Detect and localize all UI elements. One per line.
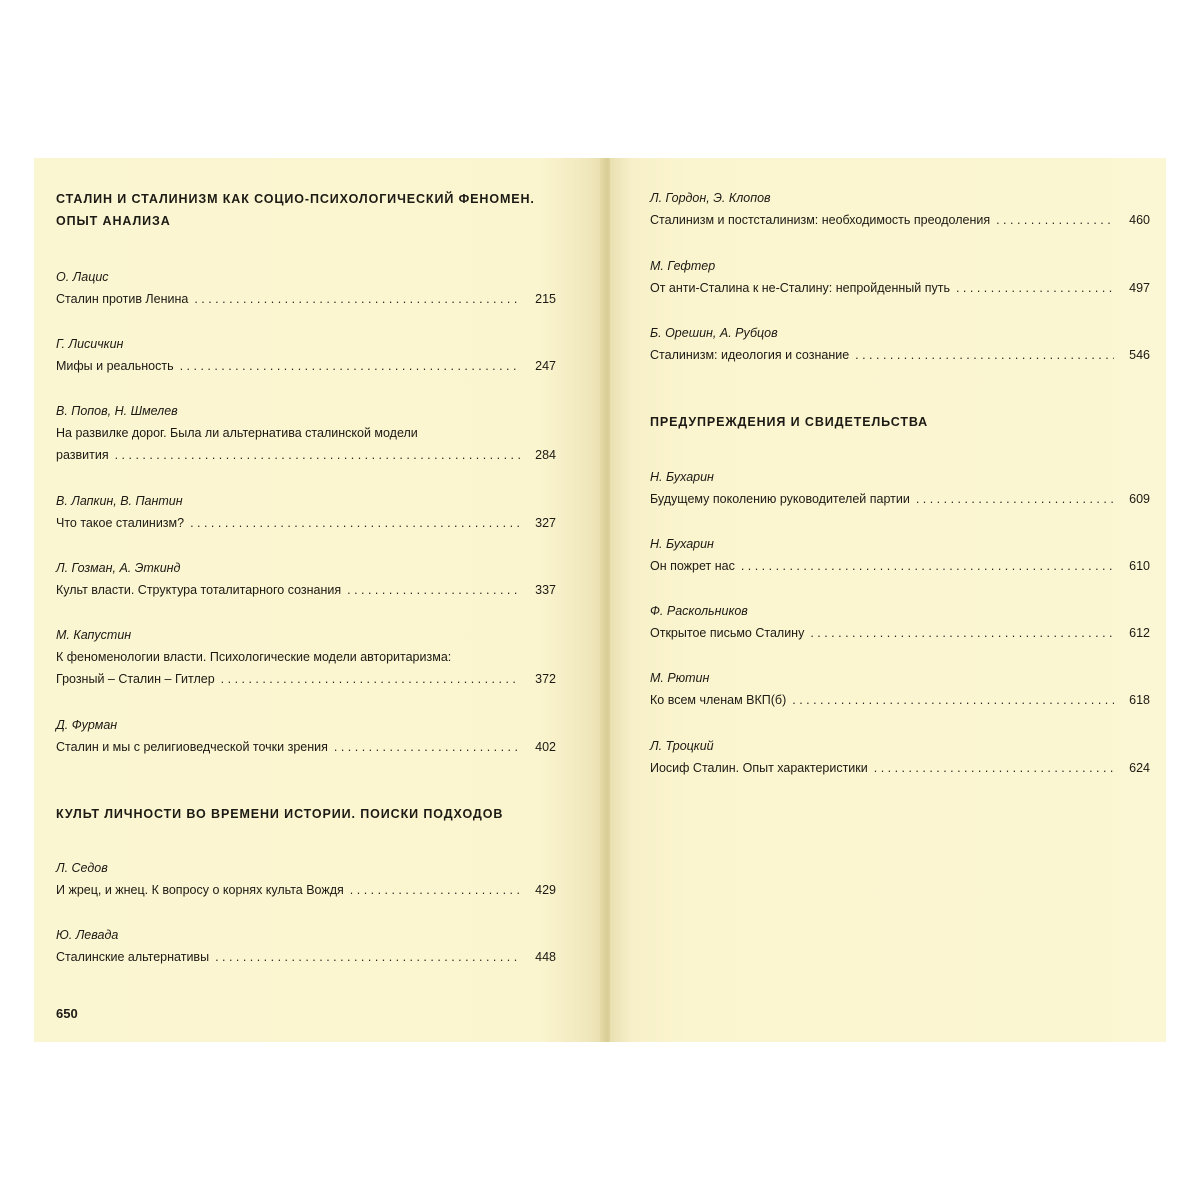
entry-author: Б. Орешин, А. Рубцов xyxy=(650,326,778,340)
toc-entry[interactable] xyxy=(650,322,1150,366)
dot-leader xyxy=(194,288,520,310)
dot-leader xyxy=(350,879,520,901)
entry-title-line: На развилке дорог. Была ли альтернатива сталинской модели xyxy=(56,426,418,440)
dot-leader xyxy=(792,689,1114,711)
toc-entry[interactable] xyxy=(56,714,556,758)
entry-page-number: 612 xyxy=(1129,626,1150,640)
section-title-line: КУЛЬТ ЛИЧНОСТИ ВО ВРЕМЕНИ ИСТОРИИ. ПОИСКИ ПОДХОДОВ xyxy=(56,807,504,821)
entry-page-number: 215 xyxy=(535,292,556,306)
toc-entry[interactable] xyxy=(56,924,556,968)
toc-entry[interactable] xyxy=(56,624,556,690)
toc-entry[interactable] xyxy=(650,187,1150,231)
dot-leader xyxy=(996,209,1114,231)
entry-line xyxy=(56,579,556,601)
entry-page-number: 247 xyxy=(535,359,556,373)
entry-title: Будущему поколению руководителей партии xyxy=(650,492,910,506)
entry-author: Ю. Левада xyxy=(56,928,119,942)
entry-page-number: 327 xyxy=(535,516,556,530)
toc-entry[interactable] xyxy=(650,667,1150,711)
entry-page-number: 609 xyxy=(1129,492,1150,506)
entry-page-number: 624 xyxy=(1129,761,1150,775)
entry-page-number: 618 xyxy=(1129,693,1150,707)
toc-entry[interactable] xyxy=(650,255,1150,299)
dot-leader xyxy=(115,444,520,466)
entry-page-number: 497 xyxy=(1129,281,1150,295)
entry-author: Н. Бухарин xyxy=(650,537,714,551)
entry-page-number: 460 xyxy=(1129,213,1150,227)
dot-leader xyxy=(190,512,520,534)
entry-title: Культ власти. Структура тоталитарного сознания xyxy=(56,583,342,597)
entry-page-number: 284 xyxy=(535,448,556,462)
entry-line xyxy=(650,622,1150,644)
entry-title: Грозный – Сталин – Гитлер xyxy=(56,672,215,686)
dot-leader xyxy=(855,344,1114,366)
section-heading-cult xyxy=(56,803,556,825)
toc-entry[interactable] xyxy=(56,857,556,901)
section-heading-stalinism xyxy=(56,188,556,232)
dot-leader xyxy=(956,277,1114,299)
entry-title: Что такое сталинизм? xyxy=(56,516,185,530)
entry-title: Сталин против Ленина xyxy=(56,292,189,306)
entry-line xyxy=(650,344,1150,366)
entry-line xyxy=(650,689,1150,711)
entry-author: Ф. Раскольников xyxy=(650,604,748,618)
toc-entry[interactable] xyxy=(650,466,1150,510)
dot-leader xyxy=(334,736,520,758)
entry-page-number: 610 xyxy=(1129,559,1150,573)
entry-line xyxy=(56,879,556,901)
entry-page-number: 429 xyxy=(535,883,556,897)
entry-page-number: 448 xyxy=(535,950,556,964)
entry-author: Л. Гозман, А. Эткинд xyxy=(56,561,181,575)
entry-author: Л. Троцкий xyxy=(650,739,714,753)
entry-page-number: 372 xyxy=(535,672,556,686)
toc-entry[interactable] xyxy=(650,600,1150,644)
entry-author: Г. Лисичкин xyxy=(56,337,124,351)
section-title-line: СТАЛИН И СТАЛИНИЗМ КАК СОЦИО-ПСИХОЛОГИЧЕСКИЙ ФЕНОМЕН. xyxy=(56,192,535,206)
entry-author: М. Рютин xyxy=(650,671,710,685)
dot-leader xyxy=(180,355,520,377)
entry-author: Н. Бухарин xyxy=(650,470,714,484)
entry-page-number: 546 xyxy=(1129,348,1150,362)
dot-leader xyxy=(810,622,1114,644)
section-title-line: ОПЫТ АНАЛИЗА xyxy=(56,214,171,228)
toc-entry[interactable] xyxy=(650,533,1150,577)
toc-entry[interactable] xyxy=(56,557,556,601)
section-heading-warnings xyxy=(650,411,1150,433)
left-page xyxy=(34,158,608,1042)
entry-author: М. Гефтер xyxy=(650,259,716,273)
entry-author: Л. Седов xyxy=(56,861,108,875)
entry-line xyxy=(56,736,556,758)
dot-leader xyxy=(741,555,1114,577)
toc-entry[interactable] xyxy=(56,333,556,377)
entry-line xyxy=(650,757,1150,779)
dot-leader xyxy=(221,668,520,690)
entry-line xyxy=(56,946,556,968)
entry-author: М. Капустин xyxy=(56,628,132,642)
section-title-line: ПРЕДУПРЕЖДЕНИЯ И СВИДЕТЕЛЬСТВА xyxy=(650,415,929,429)
entry-title-line: К феноменологии власти. Психологические модели авторитаризма: xyxy=(56,650,452,664)
entry-line xyxy=(56,668,556,690)
toc-entry[interactable] xyxy=(650,735,1150,779)
entry-line xyxy=(650,277,1150,299)
right-page xyxy=(610,158,1166,1042)
entry-title: От анти-Сталина к не-Сталину: непройденный путь xyxy=(650,281,950,295)
dot-leader xyxy=(347,579,520,601)
dot-leader xyxy=(215,946,520,968)
dot-leader xyxy=(916,488,1114,510)
entry-line xyxy=(650,488,1150,510)
entry-author: В. Лапкин, В. Пантин xyxy=(56,494,183,508)
entry-line xyxy=(650,555,1150,577)
entry-title: Сталинизм: идеология и сознание xyxy=(650,348,850,362)
entry-title: Сталинские альтернативы xyxy=(56,950,210,964)
toc-entry[interactable] xyxy=(56,400,556,466)
toc-entry[interactable] xyxy=(56,490,556,534)
entry-title: Он пожрет нас xyxy=(650,559,735,573)
toc-entry[interactable] xyxy=(56,266,556,310)
entry-author: В. Попов, Н. Шмелев xyxy=(56,404,178,418)
entry-title: Сталин и мы с религиоведческой точки зрения xyxy=(56,740,328,754)
entry-author: О. Лацис xyxy=(56,270,109,284)
entry-line xyxy=(56,288,556,310)
entry-title: Иосиф Сталин. Опыт характеристики xyxy=(650,761,868,775)
entry-line xyxy=(650,209,1150,231)
entry-line xyxy=(56,512,556,534)
entry-line xyxy=(56,355,556,377)
entry-page-number: 337 xyxy=(535,583,556,597)
entry-title: развития xyxy=(56,448,109,462)
entry-title: Мифы и реальность xyxy=(56,359,174,373)
entry-author: Д. Фурман xyxy=(56,718,118,732)
entry-line xyxy=(56,444,556,466)
dot-leader xyxy=(874,757,1114,779)
entry-page-number: 402 xyxy=(535,740,556,754)
entry-title: Ко всем членам ВКП(б) xyxy=(650,693,787,707)
entry-title: Сталинизм и постсталинизм: необходимость преодоления xyxy=(650,213,991,227)
entry-author: Л. Гордон, Э. Клопов xyxy=(650,191,771,205)
page-number-folio: 650 xyxy=(56,1006,78,1021)
entry-title: Открытое письмо Сталину xyxy=(650,626,805,640)
entry-title: И жрец, и жнец. К вопросу о корнях культа Вождя xyxy=(56,883,344,897)
